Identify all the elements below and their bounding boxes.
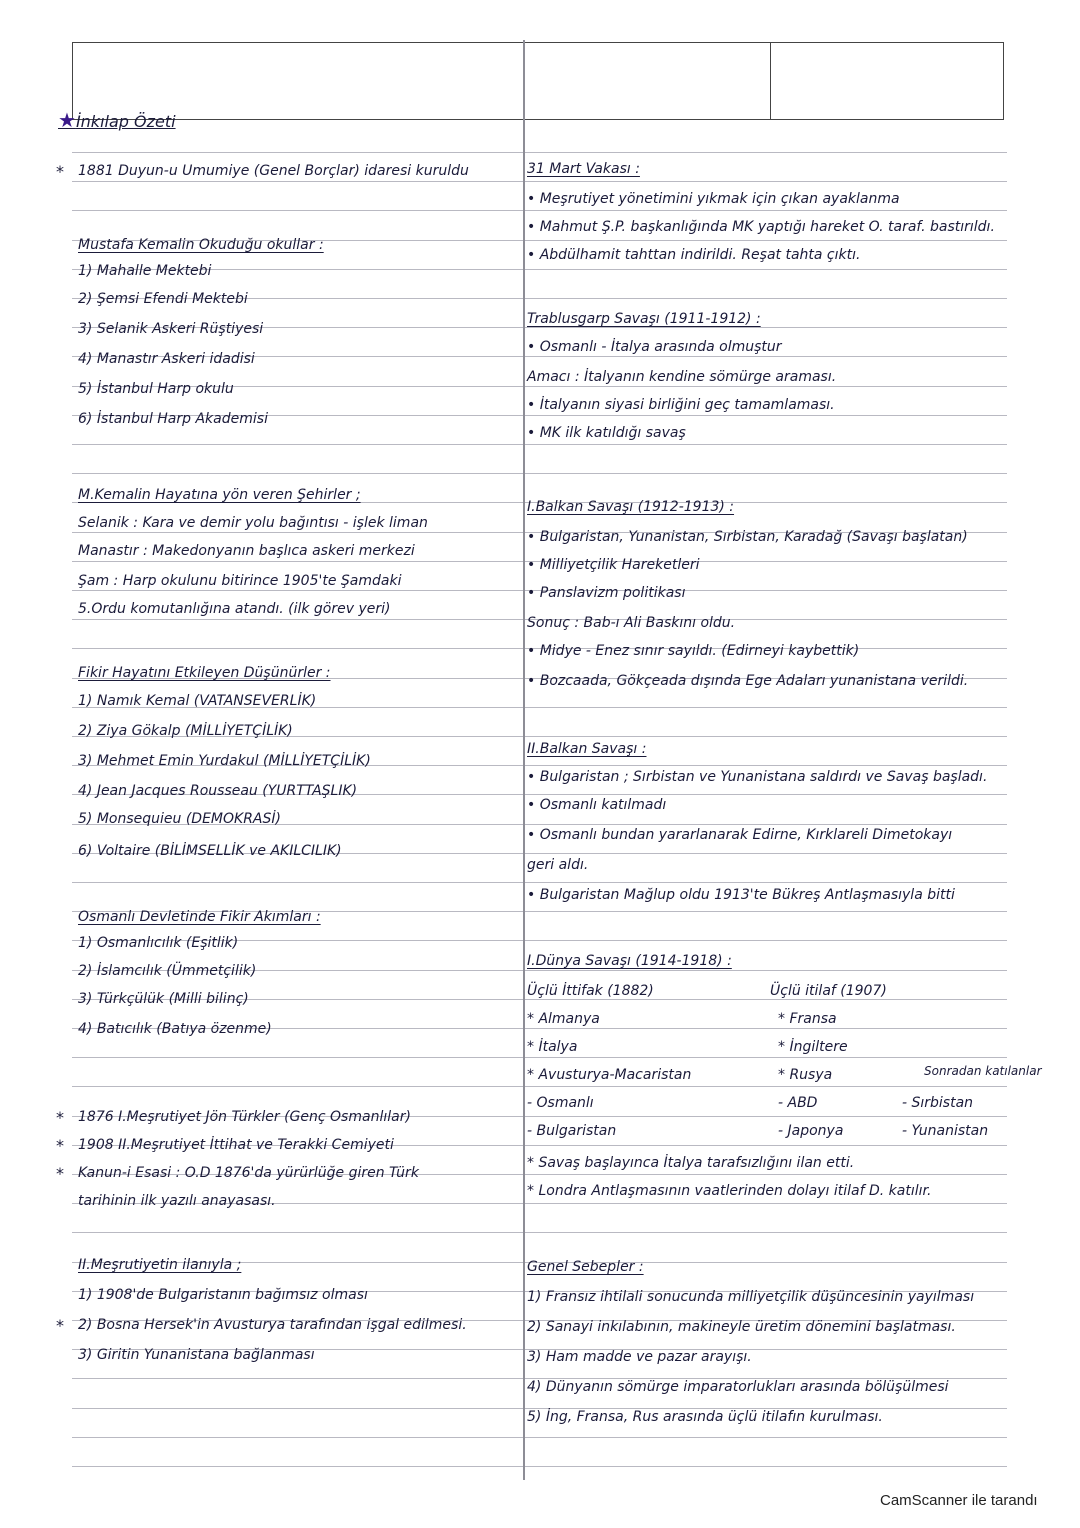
section-heading: I.Balkan Savaşı (1912-1913) : [527, 499, 735, 515]
note-line: • Osmanlı bundan yararlanarak Edirne, Kırklareli Dimetokayı [527, 827, 953, 843]
note-line: Manastır : Makedonyanın başlıca askeri merkezi [78, 543, 415, 559]
cause-item: 5) İng, Fransa, Rus arasında üçlü itilafın kurulması. [527, 1409, 883, 1425]
section-heading: 31 Mart Vakası : [527, 161, 640, 177]
note-line: Selanik : Kara ve demir yolu bağıntısı - işlek liman [78, 515, 428, 531]
note-line: 1) 1908'de Bulgaristanın bağımsız olması [78, 1287, 368, 1303]
ittifak-title: Üçlü İttifak (1882) [527, 983, 654, 999]
ruled-line [72, 1466, 1007, 1467]
section-heading: I.Dünya Savaşı (1914-1918) : [527, 953, 732, 969]
later-member: - Sırbistan [902, 1095, 974, 1111]
asterisk-icon: * [56, 1136, 64, 1155]
later-joined-label: Sonradan katılanlar [924, 1064, 1042, 1078]
cause-item: 2) Sanayi inkılabının, makineyle üretim dönemini başlatması. [527, 1319, 956, 1335]
note-line: 3) Giritin Yunanistana bağlanması [78, 1347, 315, 1363]
itilaf-member: * Rusya [778, 1067, 833, 1083]
note-line: • Meşrutiyet yönetimini yıkmak için çıkan ayaklanma [527, 191, 900, 207]
note-line: 2) Bosna Hersek'in Avusturya tarafından işgal edilmesi. [78, 1317, 467, 1333]
scanner-watermark: CamScanner ile tarandı [880, 1492, 1038, 1509]
ruled-line [72, 269, 1007, 270]
section-heading: Mustafa Kemalin Okuduğu okullar : [78, 237, 324, 253]
note-line: 6) İstanbul Harp Akademisi [78, 411, 268, 427]
note-line: 1) Osmanlıcılık (Eşitlik) [78, 935, 239, 951]
note-line: 5) Monsequieu (DEMOKRASİ) [78, 811, 281, 827]
note-line: • Panslavizm politikası [527, 585, 686, 601]
itilaf-member: - Japonya [778, 1123, 844, 1139]
note-line: 5) İstanbul Harp okulu [78, 381, 234, 397]
note-line: 1) Namık Kemal (VATANSEVERLİK) [78, 693, 317, 709]
cause-item: 1) Fransız ihtilali sonucunda milliyetçilik düşüncesinin yayılması [527, 1289, 975, 1305]
note-line: 1908 II.Meşrutiyet İttihat ve Terakki Cemiyeti [78, 1137, 394, 1153]
note-line: 1) Mahalle Mektebi [78, 263, 212, 279]
ruled-line [72, 1232, 1007, 1233]
asterisk-icon: * [56, 1316, 64, 1335]
note-line: 3) Selanik Askeri Rüştiyesi [78, 321, 264, 337]
later-member: - Yunanistan [902, 1123, 989, 1139]
note-line: Sonuç : Bab-ı Ali Baskını oldu. [527, 615, 736, 631]
note-line: • Midye - Enez sınır sayıldı. (Edirneyi kaybettik) [527, 643, 860, 659]
note-line: • İtalyanın siyasi birliğini geç tamamlaması. [527, 397, 835, 413]
cause-item: 4) Dünyanın sömürge imparatorlukları arasında bölüşülmesi [527, 1379, 949, 1395]
itilaf-member: - ABD [778, 1095, 818, 1111]
ittifak-member: * Avusturya-Macaristan [527, 1067, 692, 1083]
note-line: 4) Jean Jacques Rousseau (YURTTAŞLIK) [78, 783, 358, 799]
note-line: tarihinin ilk yazılı anayasası. [78, 1193, 276, 1209]
page-title [58, 108, 176, 132]
ruled-line [72, 152, 1007, 153]
ruled-line [72, 1057, 1007, 1058]
ittifak-member: - Bulgaristan [527, 1123, 617, 1139]
note-line: 2) Ziya Gökalp (MİLLİYETÇİLİK) [78, 723, 293, 739]
note-line: • Milliyetçilik Hareketleri [527, 557, 700, 573]
itilaf-member: * Fransa [778, 1011, 837, 1027]
section-heading: M.Kemalin Hayatına yön veren Şehirler ; [78, 487, 361, 503]
section-heading: Osmanlı Devletinde Fikir Akımları : [78, 909, 321, 925]
center-divider [523, 40, 525, 1480]
section-heading: Genel Sebepler : [527, 1259, 644, 1275]
section-heading: Trablusgarp Savaşı (1911-1912) : [527, 311, 761, 327]
itilaf-member: * İngiltere [778, 1039, 848, 1055]
note-line: Kanun-i Esasi : O.D 1876'da yürürlüğe giren Türk [78, 1165, 419, 1181]
note-line: 4) Manastır Askeri idadisi [78, 351, 255, 367]
section-heading: Fikir Hayatını Etkileyen Düşünürler : [78, 665, 331, 681]
ruled-line [72, 1086, 1007, 1087]
note-line: 4) Batıcılık (Batıya özenme) [78, 1021, 272, 1037]
asterisk-icon: * [56, 1108, 64, 1127]
asterisk-icon: * [56, 1164, 64, 1183]
note-line: • Mahmut Ş.P. başkanlığında MK yaptığı hareket O. taraf. bastırıldı. [527, 219, 995, 235]
note-line: • Osmanlı - İtalya arasında olmuştur [527, 339, 782, 355]
itilaf-title: Üçlü itilaf (1907) [770, 983, 887, 999]
ruled-line [72, 473, 1007, 474]
ruled-line [72, 210, 1007, 211]
note-line: • Bulgaristan, Yunanistan, Sırbistan, Karadağ (Savaşı başlatan) [527, 529, 968, 545]
section-heading: II.Balkan Savaşı : [527, 741, 647, 757]
note-line: • MK ilk katıldığı savaş [527, 425, 686, 441]
cause-item: 3) Ham madde ve pazar arayışı. [527, 1349, 752, 1365]
note-line: 1881 Duyun-u Umumiye (Genel Borçlar) idaresi kuruldu [78, 163, 469, 179]
note-line: • Abdülhamit tahttan indirildi. Reşat tahta çıktı. [527, 247, 861, 263]
note-line: 6) Voltaire (BİLİMSELLİK ve AKILCILIK) [78, 843, 342, 859]
ittifak-member: - Osmanlı [527, 1095, 594, 1111]
header-corner-box [770, 42, 1004, 120]
note-line: • Bulgaristan Mağlup oldu 1913'te Bükreş Antlaşmasıyla bitti [527, 887, 955, 903]
note-line: Amacı : İtalyanın kendine sömürge araması. [527, 369, 837, 385]
ww1-note: * Savaş başlayınca İtalya tarafsızlığını ilan etti. [527, 1155, 855, 1171]
page-title-text: İnkılap Özeti [75, 112, 176, 131]
note-line: • Bulgaristan ; Sırbistan ve Yunanistana saldırdı ve Savaş başladı. [527, 769, 988, 785]
note-line: • Bozcaada, Gökçeada dışında Ege Adaları yunanistana verildi. [527, 673, 969, 689]
ww1-note: * Londra Antlaşmasının vaatlerinden dolayı itilaf D. katılır. [527, 1183, 932, 1199]
section-heading: II.Meşrutiyetin ilanıyla ; [78, 1257, 242, 1273]
ittifak-member: * İtalya [527, 1039, 578, 1055]
note-line: 2) Şemsi Efendi Mektebi [78, 291, 248, 307]
star-icon: ★ [58, 108, 76, 132]
note-line: 3) Mehmet Emin Yurdakul (MİLLİYETÇİLİK) [78, 753, 371, 769]
note-line: Şam : Harp okulunu bitirince 1905'te Şamdaki [78, 573, 402, 589]
asterisk-icon: * [56, 162, 64, 181]
ruled-line [72, 1437, 1007, 1438]
note-line: geri aldı. [527, 857, 589, 873]
note-line: 5.Ordu komutanlığına atandı. (ilk görev yeri) [78, 601, 391, 617]
ittifak-member: * Almanya [527, 1011, 600, 1027]
note-line: 1876 I.Meşrutiyet Jön Türkler (Genç Osmanlılar) [78, 1109, 411, 1125]
note-line: 2) İslamcılık (Ümmetçilik) [78, 963, 257, 979]
ruled-line [72, 181, 1007, 182]
note-line: • Osmanlı katılmadı [527, 797, 667, 813]
ruled-line [72, 882, 1007, 883]
note-line: 3) Türkçülük (Milli bilinç) [78, 991, 249, 1007]
ruled-line [72, 444, 1007, 445]
